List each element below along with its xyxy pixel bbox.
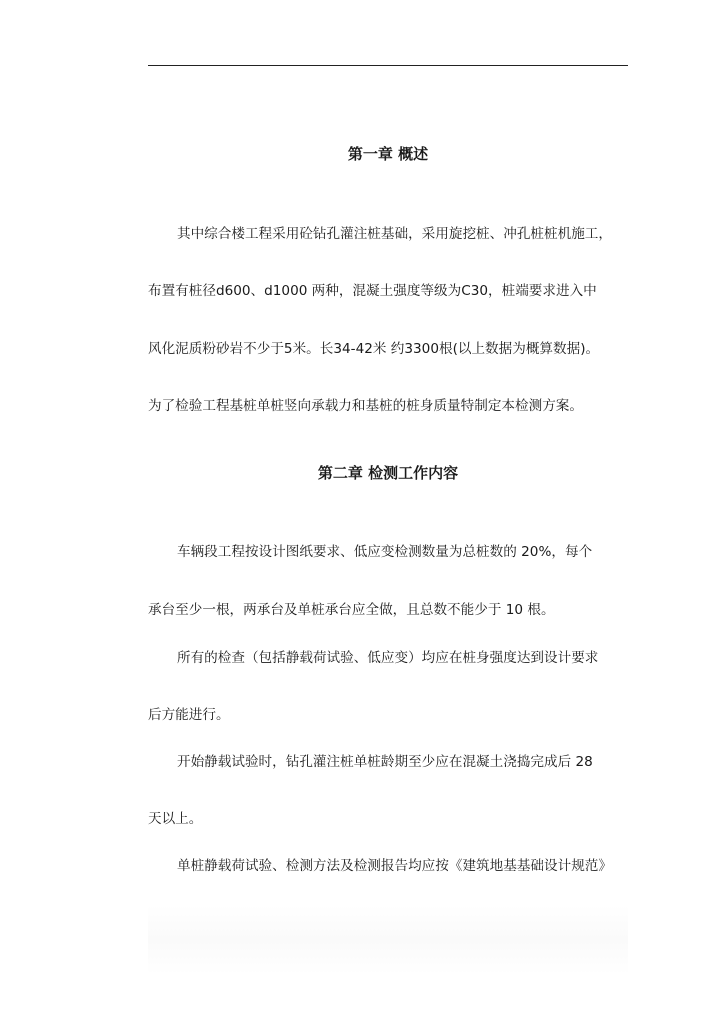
chapter-2-line-3: 所有的检查（包括静载荷试验、低应变）均应在桩身强度达到设计要求: [177, 650, 599, 666]
chapter-1-title: 第一章 概述: [347, 145, 429, 163]
header-rule: [148, 65, 628, 66]
chapter-2-line-1: 车辆段工程按设计图纸要求、低应变检测数量为总桩数的 20%，每个: [177, 544, 593, 560]
chapter-2-line-7: 单桩静载荷试验、检测方法及检测报告均应按《建筑地基基础设计规范》: [177, 858, 612, 874]
chapter-1-line-1: 其中综合楼工程采用砼钻孔灌注桩基础，采用旋挖桩、冲孔桩桩机施工，: [177, 226, 612, 242]
chapter-2-line-5: 开始静载试验时，钻孔灌注桩单桩龄期至少应在混凝土浇捣完成后 28: [177, 754, 593, 770]
chapter-2-line-4: 后方能进行。: [148, 707, 230, 723]
chapter-1-line-2: 布置有桩径d600、d1000 两种，混凝土强度等级为C30，桩端要求进入中: [148, 283, 597, 299]
chapter-2-title: 第二章 检测工作内容: [317, 464, 459, 482]
footer-shade: [148, 905, 628, 975]
chapter-1-line-3: 风化泥质粉砂岩不少于5米。长34-42米 约3300根(以上数据为概算数据)。: [148, 341, 600, 357]
chapter-1-line-4: 为了检验工程基桩单桩竖向承载力和基桩的桩身质量特制定本检测方案。: [148, 398, 583, 414]
chapter-2-line-6: 天以上。: [148, 811, 203, 827]
chapter-2-line-2: 承台至少一根，两承台及单桩承台应全做，且总数不能少于 10 根。: [148, 602, 555, 618]
